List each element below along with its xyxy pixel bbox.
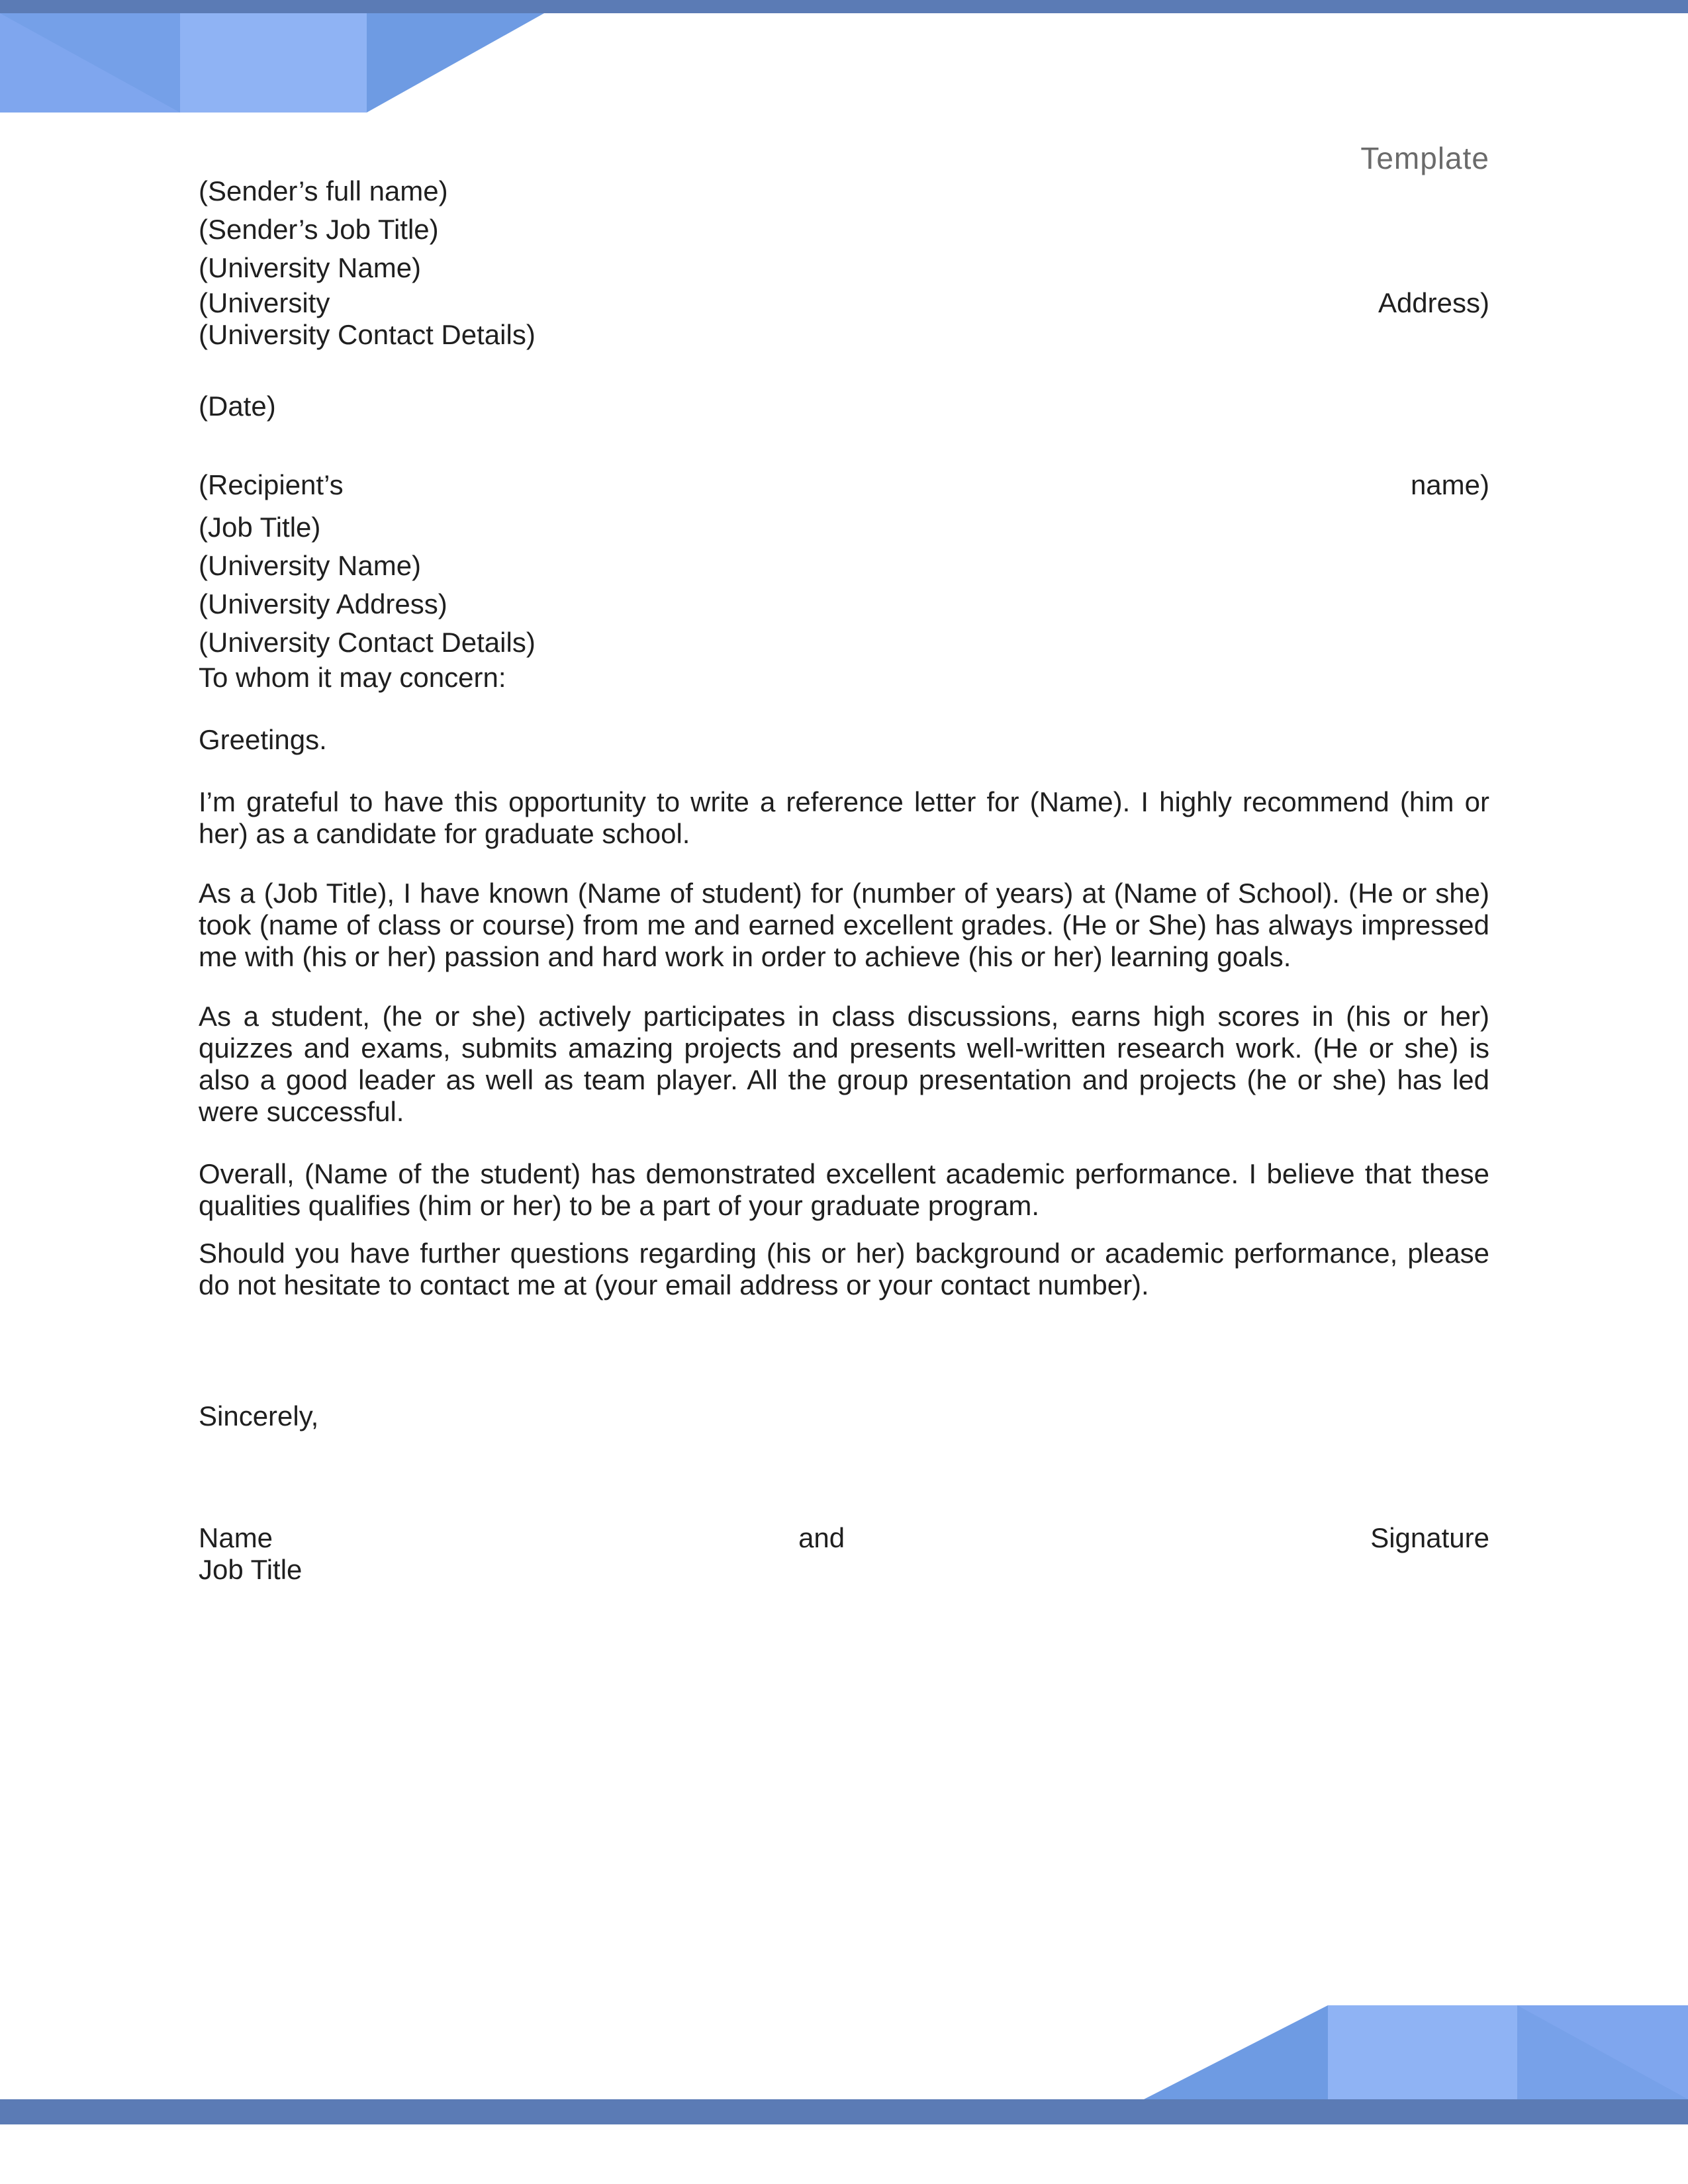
paragraph-acquaintance: As a (Job Title), I have known (Name of student) for (number of years) at (Name of School). (He or she) took (name of class or course) from me and earned excellent grades. (He or She) has always impressed me with (his or her) passion and hard work in order to achieve (his or her) learning goals.: [199, 878, 1489, 972]
signature-line: [199, 1522, 1489, 1554]
paragraph-overall: Overall, (Name of the student) has demonstrated excellent academic performance. I believe that these qualities qualifies (him or her) to be a part of your graduate program.: [199, 1158, 1489, 1221]
header-band: [0, 0, 1688, 13]
signature-job-title: Job Title: [199, 1554, 303, 1585]
greeting: Greetings.: [199, 724, 327, 755]
letter-body: [199, 172, 1489, 1586]
recipient-university-address: (University Address): [199, 588, 447, 619]
sender-full-name: (Sender’s full name): [199, 175, 448, 206]
sender-address-right: Address): [1378, 287, 1489, 318]
recipient-job-title: (Job Title): [199, 512, 321, 543]
footer-block-center: [1328, 2005, 1517, 2099]
sender-address-left: (University: [199, 287, 330, 318]
recipient-name-right: name): [1410, 469, 1489, 500]
paragraph-student-qualities: As a student, (he or she) actively participates in class discussions, earns high scores in (his or her) quizzes and exams, submits amazing projects and presents well-written research work. (He or she) is also a good leader as well as team player. All the group presentation and projects (he or she) has led were successful.: [199, 1001, 1489, 1127]
footer-wedge: [1144, 2005, 1328, 2099]
signature-name: Name: [199, 1522, 273, 1553]
closing: Sincerely,: [199, 1400, 319, 1432]
header-block-center: [180, 13, 367, 113]
recipient-block: [199, 462, 1489, 662]
sender-contact-details: (University Contact Details): [199, 319, 536, 350]
sender-university-address: [199, 287, 1489, 319]
salutation: To whom it may concern:: [199, 662, 506, 693]
template-label: Template: [1360, 141, 1489, 175]
footer-band: [0, 2099, 1688, 2124]
header-wedge: [367, 13, 544, 113]
header-facet: [0, 13, 180, 113]
footer-block-right: [1517, 2005, 1688, 2099]
sender-block: [199, 172, 1489, 351]
letter-date: (Date): [199, 390, 276, 422]
recipient-contact-details: (University Contact Details): [199, 627, 536, 658]
recipient-name-left: (Recipient’s: [199, 469, 344, 500]
recipient-name: [199, 462, 1489, 508]
header-block-left: [0, 13, 180, 113]
paragraph-opening: I’m grateful to have this opportunity to write a reference letter for (Name). I highly recommend (him or her) as a candidate for graduate school.: [199, 786, 1489, 849]
sender-university-name: (University Name): [199, 252, 422, 283]
signature-label: Signature: [1370, 1522, 1489, 1553]
recipient-university-name: (University Name): [199, 550, 422, 581]
footer-facet: [1517, 2005, 1688, 2099]
signature-and: and: [798, 1522, 845, 1553]
sender-job-title: (Sender’s Job Title): [199, 214, 439, 245]
paragraph-contact: Should you have further questions regarding (his or her) background or academic performance, please do not hesitate to contact me at (your email address or your contact number).: [199, 1238, 1489, 1300]
